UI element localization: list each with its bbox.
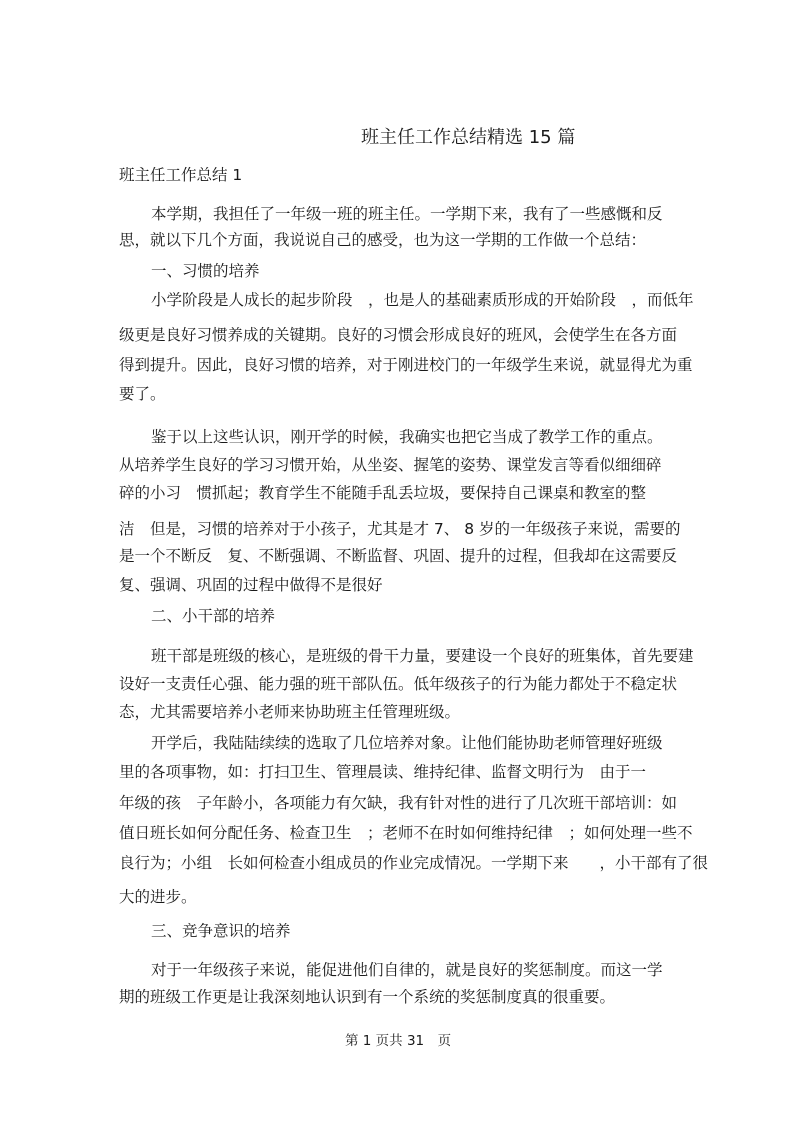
text-line: 设好一支责任心强、能力强的班干部队伍。低年级孩子的行为能力都处于不稳定状 bbox=[119, 675, 678, 693]
text-line: 里的各项事物，如：打扫卫生、管理晨读、维持纪律、监督文明行为 由于一 bbox=[119, 763, 647, 781]
text-line: 得到提升。因此，良好习惯的培养，对于刚进校门的一年级学生来说，就显得尤为重 bbox=[119, 356, 693, 374]
text-line: 小学阶段是人成长的起步阶段 ，也是人的基础素质形成的开始阶段 ，而低年 bbox=[151, 291, 694, 309]
text-line: 碎的小习 惯抓起；教育学生不能随手乱丢垃圾，要保持自己课桌和教室的整 bbox=[119, 484, 647, 502]
text-line: 态，尤其需要培养小老师来协助班主任管理班级。 bbox=[119, 703, 461, 721]
text-line: 期的班级工作更是让我深刻地认识到有一个系统的奖惩制度真的很重要。 bbox=[119, 988, 616, 1006]
document-title: 班主任工作总结精选 15 篇 bbox=[361, 127, 576, 148]
text-line: 复、强调、巩固的过程中做得不是很好 bbox=[119, 576, 383, 594]
section-heading: 三、竞争意识的培养 bbox=[151, 922, 291, 940]
text-line: 从培养学生良好的学习习惯开始，从坐姿、握笔的姿势、课堂发言等看似细细碎 bbox=[119, 456, 662, 474]
text-line: 良行为；小组 长如何检查小组成员的作业完成情况。一学期下来 ，小干部有了很 bbox=[119, 854, 709, 872]
text-line: 对于一年级孩子来说，能促进他们自律的，就是良好的奖惩制度。而这一学 bbox=[151, 961, 663, 979]
text-line: 本学期，我担任了一年级一班的班主任。一学期下来，我有了一些感慨和反 bbox=[151, 205, 663, 223]
text-line: 大的进步。 bbox=[119, 888, 197, 906]
text-line: 年级的孩 子年龄小，各项能力有欠缺，我有针对性的进行了几次班干部培训：如 bbox=[119, 794, 678, 812]
text-line: 值日班长如何分配任务、检查卫生 ；老师不在时如何维持纪律 ；如何处理一些不 bbox=[119, 824, 693, 842]
text-line: 思，就以下几个方面，我说说自己的感受，也为这一学期的工作做一个总结： bbox=[119, 231, 647, 249]
text-line: 是一个不断反 复、不断强调、不断监督、巩固、提升的过程，但我却在这需要反 bbox=[119, 547, 678, 565]
section-heading: 二、小干部的培养 bbox=[151, 607, 276, 625]
section-heading: 一、习惯的培养 bbox=[151, 262, 260, 280]
page-footer: 第 1 页共 31 页 bbox=[345, 1033, 452, 1049]
text-line: 开学后，我陆陆续续的选取了几位培养对象。让他们能协助老师管理好班级 bbox=[151, 734, 663, 752]
text-line: 要了。 bbox=[119, 385, 166, 403]
text-line: 洁 但是，习惯的培养对于小孩子，尤其是才 7、 8 岁的一年级孩子来说，需要的 bbox=[119, 520, 681, 538]
text-line: 班干部是班级的核心，是班级的骨干力量，要建设一个良好的班集体，首先要建 bbox=[151, 647, 694, 665]
section-subtitle: 班主任工作总结 1 bbox=[119, 166, 243, 184]
text-line: 鉴于以上这些认识，刚开学的时候，我确实也把它当成了教学工作的重点。 bbox=[151, 428, 663, 446]
text-line: 级更是良好习惯养成的关键期。良好的习惯会形成良好的班风，会使学生在各方面 bbox=[119, 326, 678, 344]
